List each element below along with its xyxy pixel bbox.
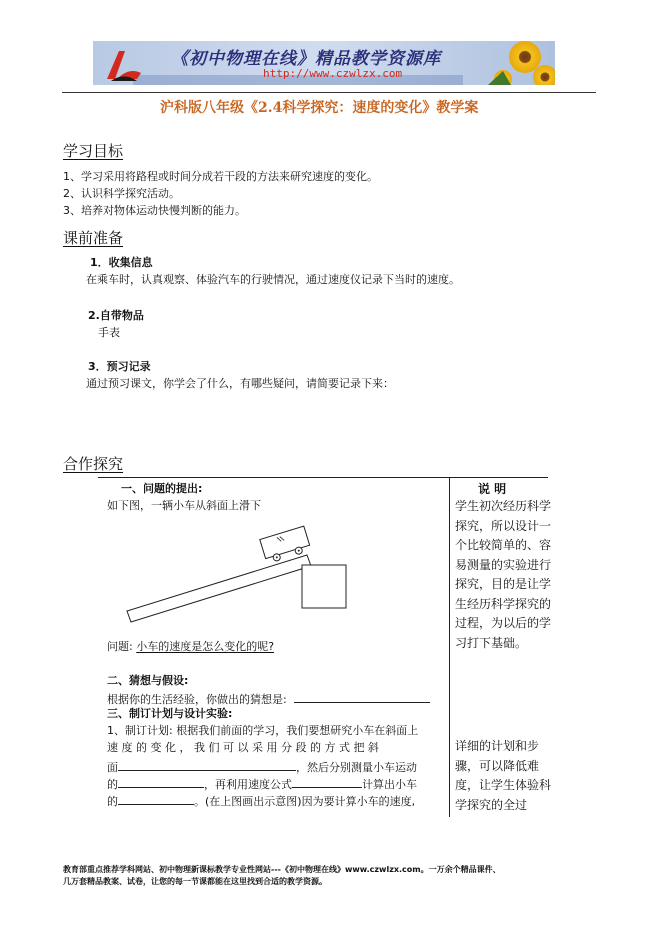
question-label: 问题:	[107, 640, 133, 653]
plan-line-3	[107, 758, 417, 775]
goal-item-1: 1、学习采用将路程或时间分成若干段的方法来研究速度的变化。	[63, 170, 378, 183]
goal-item-3: 3、培养对物体运动快慢判断的能力。	[63, 204, 246, 217]
plan-blank-formula[interactable]	[292, 775, 362, 788]
hypothesis-prompt: 根据你的生活经验，你做出的猜想是:	[107, 693, 287, 706]
header-banner	[93, 41, 555, 85]
plan-line-2: 速 度 的 变 化 ， 我 们 可 以 采 用 分 段 的 方 式 把 斜	[107, 741, 379, 754]
page-title: 沪科版八年级《2.4科学探究：速度的变化》教学案	[160, 100, 479, 116]
hypothesis-line	[107, 690, 430, 707]
sidebar-note-1: 学生初次经历科学探究，所以设计一个比较简单的、容易测量的实验进行探究，目的是让学生经历科学探究的过程，为以后的学习打下基础。	[455, 499, 552, 650]
footer-line-2: 几万套精品教案、试卷，让您的每一节课都能在这里找到合适的教学资源。	[63, 877, 327, 886]
sidebar-heading: 说 明	[478, 482, 507, 496]
question-section-title: 一、问题的提出:	[121, 482, 203, 495]
prep-heading: 课前准备	[63, 229, 124, 247]
plan-blank-quantity[interactable]	[118, 775, 204, 788]
plan-title: 三、制订计划与设计实验:	[107, 707, 233, 720]
prep-notes-text: 通过预习课文，你学会了什么，有哪些疑问，请简要记录下来：	[86, 377, 394, 390]
table-column-divider	[449, 477, 450, 817]
plan-line-5-end: 。(在上图画出示意图)因为要计算小车的速度,	[194, 795, 416, 808]
hypothesis-blank[interactable]	[294, 690, 430, 703]
prep-collect-title: 1．收集信息	[90, 256, 153, 269]
header-rule	[62, 92, 596, 93]
sidebar-note-2: 详细的计划和步骤，可以降低难度，让学生体验科学探究的全过	[455, 739, 552, 812]
prep-notes-title: 3．预习记录	[88, 360, 151, 373]
plan-line-5	[107, 792, 415, 809]
prep-items-title: 2.自带物品	[88, 309, 144, 322]
hypothesis-title: 二、猜想与假设:	[107, 674, 189, 687]
plan-line-4-mid: ，再利用速度公式	[204, 778, 292, 791]
plan-line-3-end: ，然后分别测量小车运动	[296, 761, 417, 774]
banner-title: 《初中物理在线》精品教学资源库	[171, 49, 441, 69]
plan-line-5-start: 的	[107, 795, 118, 808]
incline-ramp	[127, 555, 311, 622]
question-section-text: 如下图，一辆小车从斜面上滑下	[107, 499, 261, 512]
table-top-rule	[98, 477, 548, 478]
plan-line-4	[107, 775, 417, 792]
plan-line-1: 1、制订计划: 根据我们前面的学习，我们要想研究小车在斜面上	[107, 724, 419, 737]
footer-line-1: 教育部重点推荐学科网站、初中物理新课标教学专业性网站---《初中物理在线》www.czwlzx.com。一万余个精品课件、	[63, 865, 501, 874]
question-line	[107, 640, 274, 654]
prep-items-text: 手表	[98, 326, 120, 339]
plan-line-3-start: 面	[107, 761, 118, 774]
question-text: 小车的速度是怎么变化的呢?	[136, 640, 275, 653]
support-block	[302, 565, 346, 608]
plan-blank-speed[interactable]	[118, 792, 194, 805]
incline-figure	[120, 510, 360, 630]
goals-heading: 学习目标	[63, 142, 124, 160]
plan-blank-segments[interactable]	[118, 758, 296, 771]
prep-collect-text: 在乘车时，认真观察、体验汽车的行驶情况，通过速度仪记录下当时的速度。	[86, 273, 460, 286]
plan-line-4-start: 的	[107, 778, 118, 791]
goal-item-2: 2、认识科学探究活动。	[63, 187, 180, 200]
explore-heading: 合作探究	[63, 455, 124, 473]
banner-url[interactable]: http://www.czwlzx.com	[263, 67, 403, 80]
plan-line-4-end: 计算出小车	[362, 778, 417, 791]
